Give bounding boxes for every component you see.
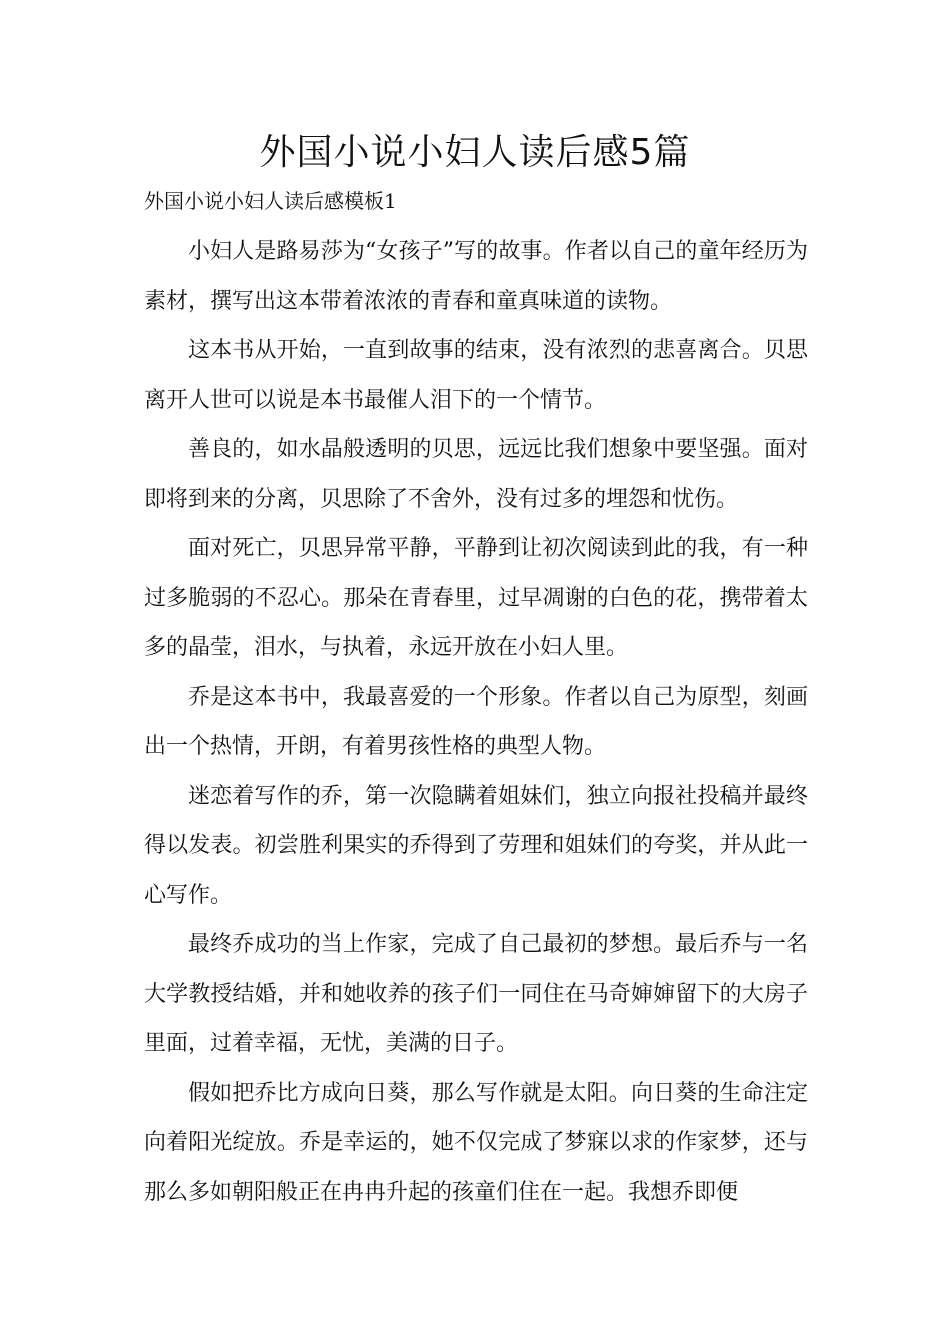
document-body	[144, 227, 808, 1217]
paragraph-7: 最终乔成功的当上作家，完成了自己最初的梦想。最后乔与一名大学教授结婚，并和她收养的孩子们一同住在马奇婶婶留下的大房子里面，过着幸福，无忧，美满的日子。	[144, 932, 808, 1056]
paragraph-5: 乔是这本书中，我最喜爱的一个形象。作者以自己为原型，刻画出一个热情，开朗，有着男孩性格的典型人物。	[144, 684, 808, 759]
paragraph-2: 这本书从开始，一直到故事的结束，没有浓烈的悲喜离合。贝思离开人世可以说是本书最催人泪下的一个情节。	[144, 338, 808, 413]
paragraph-6: 迷恋着写作的乔，第一次隐瞒着姐妹们，独立向报社投稿并最终得以发表。初尝胜利果实的乔得到了劳理和姐妹们的夸奖，并从此一心写作。	[144, 783, 808, 908]
document-title: 外国小说小妇人读后感5篇	[259, 132, 691, 173]
paragraph-4: 面对死亡，贝思异常平静，平静到让初次阅读到此的我，有一种过多脆弱的不忍心。那朵在青春里，过早凋谢的白色的花，携带着太多的晶莹，泪水，与执着，永远开放在小妇人里。	[144, 536, 808, 660]
document-subtitle: 外国小说小妇人读后感模板1	[144, 189, 397, 213]
paragraph-8: 假如把乔比方成向日葵，那么写作就是太阳。向日葵的生命注定向着阳光绽放。乔是幸运的，她不仅完成了梦寐以求的作家梦，还与那么多如朝阳般正在冉冉升起的孩童们住在一起。我想乔即便	[144, 1080, 808, 1205]
paragraph-1: 小妇人是路易莎为“女孩子”写的故事。作者以自己的童年经历为素材，撰写出这本带着浓浓的青春和童真味道的读物。	[144, 239, 808, 314]
paragraph-3: 善良的，如水晶般透明的贝思，远远比我们想象中要坚强。面对即将到来的分离，贝思除了不舍外，没有过多的埋怨和忧伤。	[144, 437, 808, 512]
